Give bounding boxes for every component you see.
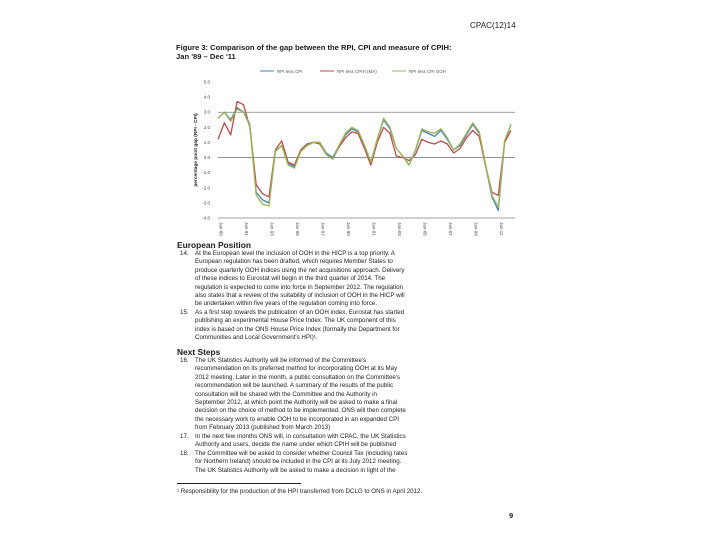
text-line: regulation is expected to come into force in September 2012. The regulation [195, 283, 403, 291]
text-line: At the European level the inclusion of OOH in the HICP is a top priority. A [195, 250, 395, 257]
y-tick-label: 3.0 [203, 109, 210, 115]
y-tick-label: 1.0 [203, 139, 210, 145]
paragraph-text [195, 433, 522, 450]
y-tick-label: -1.0 [202, 170, 210, 176]
x-tick-label: Jan-95 [294, 222, 300, 236]
text-line: Authority and users, decide the name under which CPIH will be published [195, 441, 397, 449]
text-line: the necessary work to enable OOH to be incorporated in an expanded CPI [195, 415, 399, 423]
y-tick-label: 5.0 [203, 79, 210, 85]
paragraph-number: 16. [180, 357, 189, 364]
text-line: be undertaken within five years of the regulation coming into force. [195, 300, 377, 308]
paragraph-number: 18. [180, 450, 189, 457]
text-line: 2012 meeting. Later in the month, a public consultation on the Committee's [195, 373, 401, 381]
x-tick-label: Jan-03 [396, 222, 402, 236]
y-tick-label: 0.0 [203, 155, 210, 161]
text-line: index is based on the ONS House Price Index (formally the Department for [195, 325, 400, 333]
figure-title [176, 43, 536, 61]
y-axis-title: percentage point gap (RPI - CPI) [194, 113, 199, 187]
section-heading-next-steps: Next Steps [177, 347, 221, 357]
text-line: The UK Statistics Authority will be asked to make a decision in light of the [195, 466, 396, 474]
series-line [218, 108, 511, 211]
text-line: The UK Statistics Authority will be informed of the Committee's [195, 357, 367, 364]
text-line: September 2012, at which point the Authority will be asked to make a final [195, 399, 398, 407]
text-line: recommendation on its preferred method for incorporating OOH at its May [195, 365, 398, 373]
x-tick-label: Jan-93 [269, 222, 275, 236]
paragraph-text [195, 357, 522, 433]
x-tick-label: Jan-05 [422, 222, 428, 236]
x-tick-label: Jan-11 [498, 222, 504, 236]
text-line: The Committee will be asked to consider whether Council Tax (including rates [195, 450, 408, 457]
text-line: In the next few months ONS will, in consultation with CPAC, the UK Statistics [195, 433, 406, 440]
paragraph-number: 15. [180, 309, 189, 316]
y-tick-label: -2.0 [202, 185, 210, 191]
text-line: also states that a review of the suitability of inclusion of OOH in the HICP will [195, 292, 405, 300]
footnote: ¹ Responsibility for the production of the HPI transferred from DCLG to ONS in April 2012. [177, 488, 423, 495]
paragraph-14 [180, 250, 522, 309]
text-line: produce quarterly OOH indices using the net acquisitions approach. Delivery [195, 266, 405, 274]
text-line: decision on the choice of method to be implemented. ONS will then complete [195, 407, 406, 415]
x-tick-label: Jan-99 [345, 222, 351, 236]
paragraph-text [195, 309, 522, 343]
x-tick-label: Jan-09 [473, 222, 479, 236]
y-tick-label: 4.0 [203, 94, 210, 100]
legend-label: RPI less CPI [277, 69, 303, 74]
y-tick-label: 2.0 [203, 124, 210, 130]
x-tick-label: Jan-07 [447, 222, 453, 236]
text-line: for Northern Ireland) should be included in the CPI at its July 2012 meeting. [195, 458, 402, 466]
text-line: European regulation has been drafted, which requires Member States to [195, 258, 393, 266]
text-line: from February 2013 (published from March 2013) [195, 424, 331, 432]
x-tick-label: Jan-91 [243, 222, 249, 236]
paragraph-text [195, 250, 522, 309]
chart-canvas [170, 66, 520, 236]
line-chart [170, 66, 520, 236]
y-tick-label: -3.0 [202, 200, 210, 206]
text-line: As a first step towards the publication of an OOH index, Eurostat has started [195, 309, 405, 316]
paragraph-number: 14. [180, 250, 189, 257]
series-line [218, 102, 511, 197]
figure-title-line2: Jan '89 – Dec '11 [176, 52, 236, 61]
paragraph-18 [180, 450, 522, 475]
paragraph-17 [180, 433, 522, 450]
x-tick-label: Jan-97 [320, 222, 326, 236]
y-tick-label: -4.0 [202, 215, 210, 221]
document-reference: CPAC(12)14 [470, 21, 516, 30]
x-tick-label: Jan-89 [218, 222, 224, 236]
text-line: consultation will be shared with the Committee and the Authority in [195, 390, 377, 398]
legend-label: RPI less CPI OOH [409, 69, 447, 74]
text-line: recommendation will be launched. A summary of the results of the public [195, 382, 394, 390]
paragraph-number: 17. [180, 433, 189, 440]
paragraph-15 [180, 309, 522, 343]
footnote-divider [177, 483, 301, 484]
figure-title-line1: Figure 3: Comparison of the gap between the RPI, CPI and measure of CPIH: [176, 43, 452, 52]
paragraph-16 [180, 357, 522, 433]
paragraph-text [195, 450, 522, 475]
section-heading-european-position: European Position [177, 240, 251, 250]
text-line: Communities and Local Government's HPI)¹. [195, 334, 318, 342]
text-line: publishing an experimental House Price Index. The UK component of this [195, 317, 396, 325]
page-number: 9 [509, 511, 514, 520]
legend-label: RPI less CPIH (MA) [337, 69, 377, 74]
text-line: of these indices to Eurostat will begin in the third quarter of 2014. The [195, 275, 386, 283]
x-tick-label: Jan-01 [371, 222, 377, 236]
